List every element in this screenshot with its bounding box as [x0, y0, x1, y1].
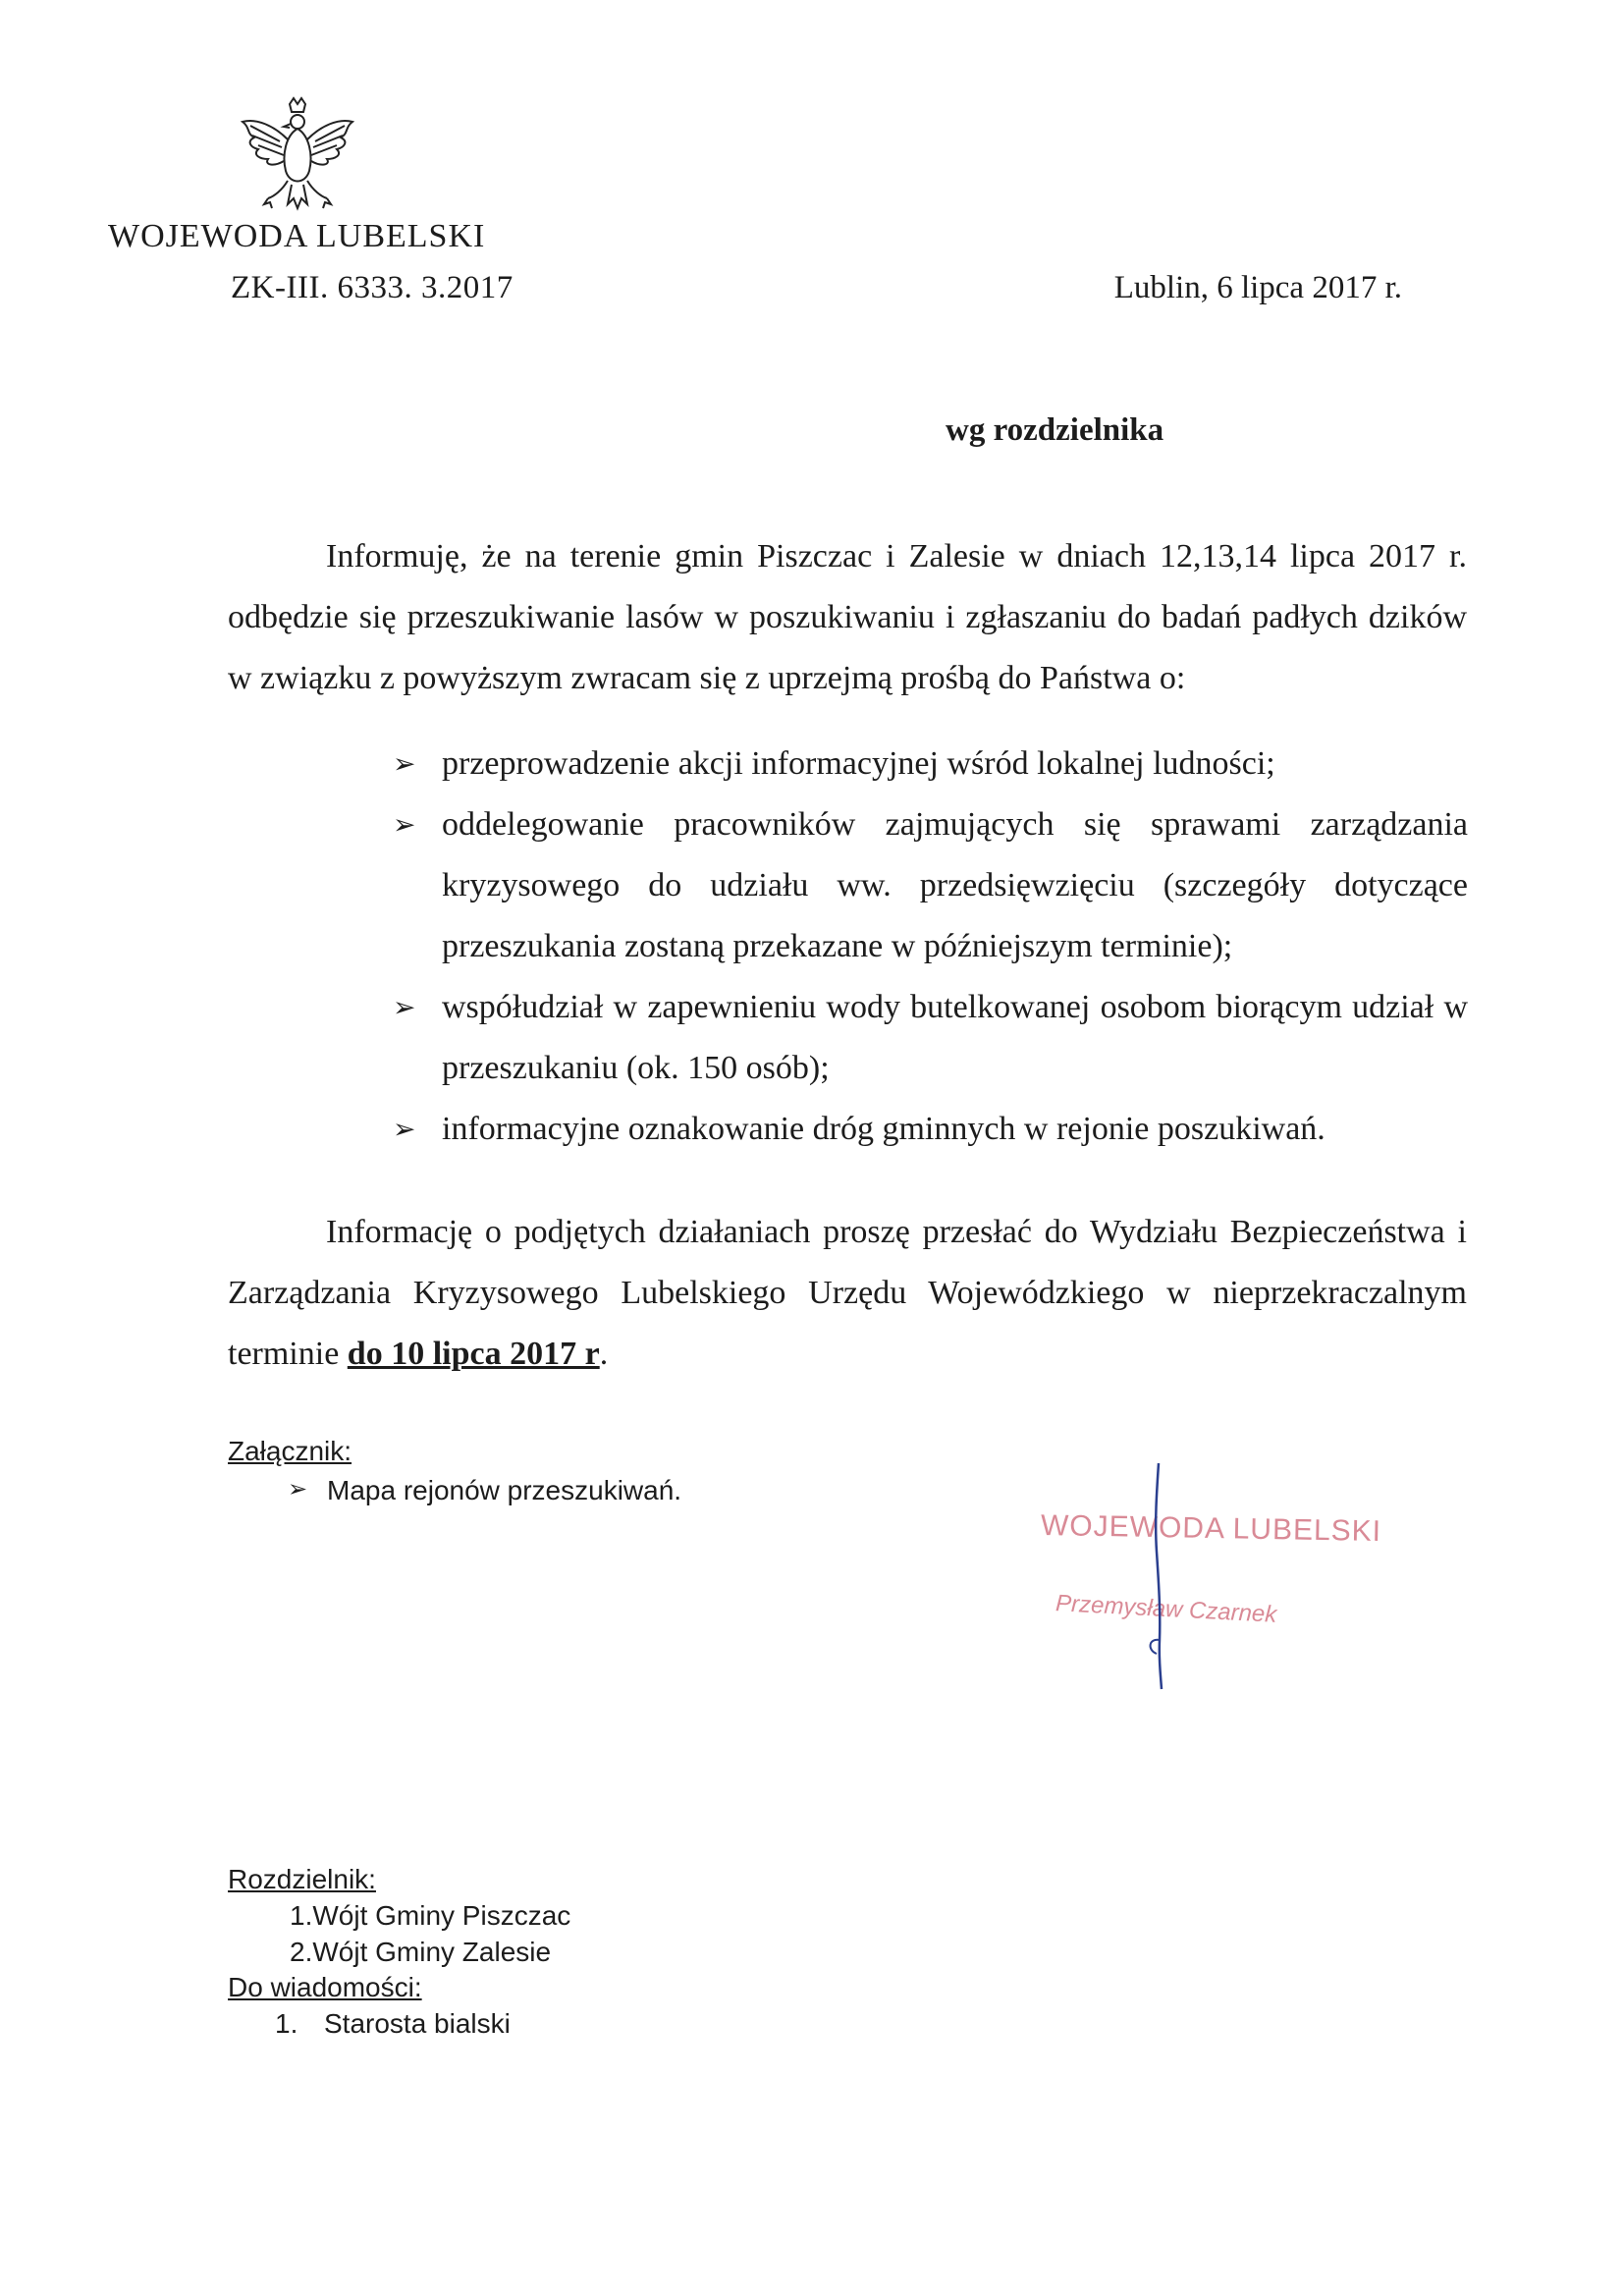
distribution-label: Rozdzielnik: — [228, 1864, 376, 1894]
for-information-item — [275, 2008, 511, 2040]
request-list — [393, 734, 1468, 1160]
official-stamp — [1040, 1453, 1382, 1709]
for-information-number: 1. — [275, 2008, 298, 2039]
arrow-bullet-icon: ➢ — [288, 1475, 308, 1503]
list-item — [393, 734, 1468, 794]
for-information-text: Starosta bialski — [324, 2008, 511, 2039]
list-item-text: przeprowadzenie akcji informacyjnej wśród lokalnej ludności; — [442, 745, 1275, 782]
attachment-label: Załącznik: — [228, 1436, 352, 1466]
arrow-bullet-icon: ➢ — [393, 1113, 416, 1145]
closing-paragraph-end: . — [599, 1336, 609, 1372]
distribution-item: 1.Wójt Gminy Piszczac — [290, 1900, 571, 1931]
attachment-item-text: Mapa rejonów przeszukiwań. — [327, 1475, 682, 1505]
list-item-text: oddelegowanie pracowników zajmujących się sprawami zarządzania kryzysowego do udziału ww. przedsięwzięciu (szczegóły dotyczące przeszukania zostaną przekazane w późniejszym terminie); — [442, 806, 1468, 964]
closing-paragraph — [228, 1202, 1467, 1385]
stamp-office-text: WOJEWODA LUBELSKI — [1040, 1508, 1382, 1549]
list-item — [393, 1099, 1468, 1160]
polish-eagle-emblem-icon — [239, 96, 356, 218]
issuer-title: WOJEWODA LUBELSKI — [108, 218, 486, 254]
attachment-item — [290, 1475, 681, 1506]
addressee: wg rozdzielnika — [946, 412, 1164, 448]
list-item — [393, 977, 1468, 1099]
letter-date: Lublin, 6 lipca 2017 r. — [1113, 270, 1402, 305]
list-item-text: informacyjne oznakowanie dróg gminnych w rejonie poszukiwań. — [442, 1111, 1325, 1147]
closing-paragraph-text: Informację o podjętych działaniach proszę przesłać do Wydziału Bezpieczeństwa i Zarządzania Kryzysowego Lubelskiego Urzędu Wojewódzkiego w nieprzekraczalnym terminie — [228, 1214, 1467, 1372]
for-information-label: Do wiadomości: — [228, 1972, 422, 2002]
handwritten-signature — [1041, 1453, 1365, 1709]
list-item-text: współudział w zapewnieniu wody butelkowanej osobom biorącym udział w przeszukaniu (ok. 150 osób); — [442, 989, 1468, 1086]
distribution-item: 2.Wójt Gminy Zalesie — [290, 1937, 552, 1967]
reference-number: ZK-III. 6333. 3.2017 — [231, 270, 514, 305]
arrow-bullet-icon: ➢ — [393, 808, 416, 841]
arrow-bullet-icon: ➢ — [393, 991, 416, 1023]
arrow-bullet-icon: ➢ — [393, 747, 416, 780]
stamp-name-text: Przemysław Czarnek — [1055, 1590, 1277, 1628]
list-item — [393, 794, 1468, 977]
deadline-text: do 10 lipca 2017 r — [347, 1336, 600, 1372]
intro-paragraph: Informuję, że na terenie gmin Piszczac i Zalesie w dniach 12,13,14 lipca 2017 r. odbędzie się przeszukiwanie lasów w poszukiwaniu i zgłaszaniu do badań padłych dzików w związku z powyższym zwracam się z uprzejmą prośbą do Państwa o: — [228, 538, 1467, 696]
